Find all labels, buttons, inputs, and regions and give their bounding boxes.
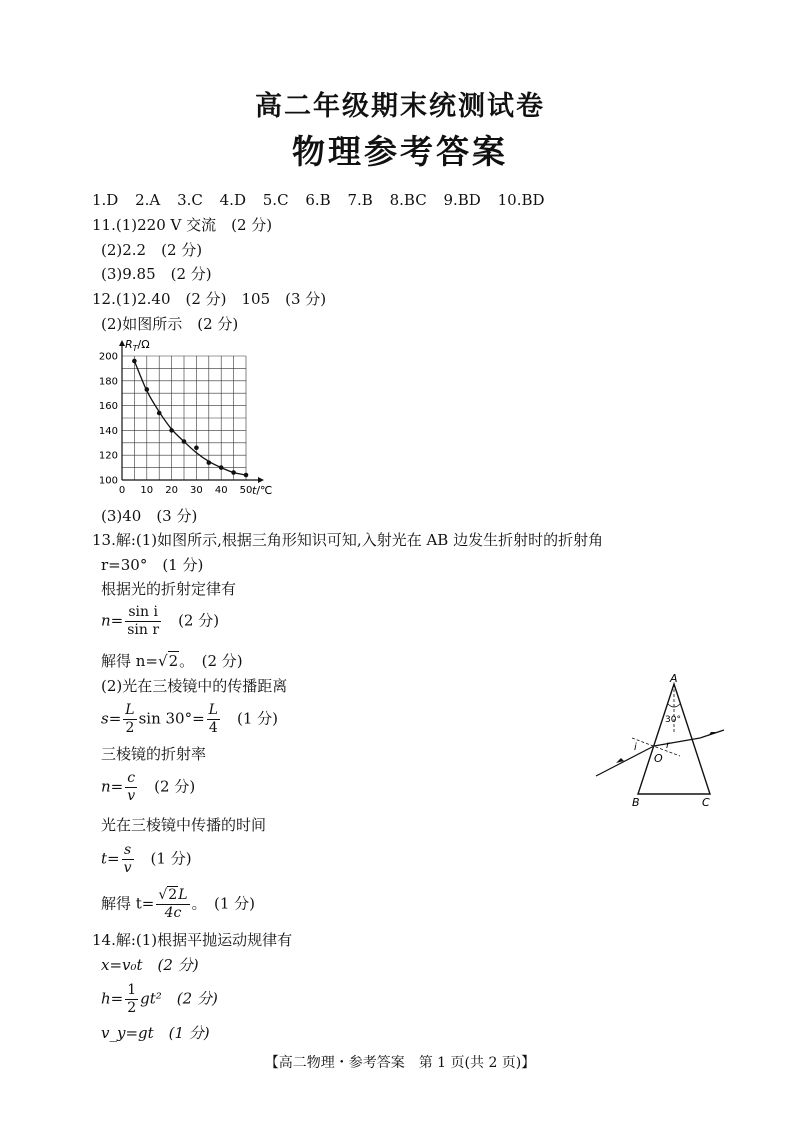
vertex-c-label: C — [702, 796, 710, 809]
answer-6: 6.B — [305, 191, 331, 209]
x-axis-label: t/℃ — [252, 484, 273, 497]
data-point — [244, 473, 249, 478]
q13-line-5: 解得 n=√2。 (2 分) — [101, 652, 243, 670]
y-tick-label: 160 — [98, 401, 118, 413]
data-point — [132, 359, 137, 364]
data-point — [207, 460, 212, 465]
x-tick-label: 30 — [190, 485, 203, 496]
answer-3: 3.C — [177, 191, 203, 209]
q13-line-9: n= $\frac{c}{v}$ (2 分) — [101, 770, 196, 804]
answer-5: 5.C — [262, 191, 289, 209]
y-tick-label: 100 — [98, 475, 118, 487]
data-point — [231, 470, 236, 475]
y-tick-label: 140 — [98, 425, 118, 437]
data-point — [219, 465, 224, 470]
q13-line-7: s= $\frac{L}{2}$ sin 30°= $\frac{L}{4}$ (1 分) — [101, 702, 278, 736]
x-tick-label: 0 — [118, 485, 126, 496]
data-point — [145, 387, 150, 392]
q14-line-2: x=v₀t (2 分) — [101, 956, 199, 974]
q13-line-11: t= $\frac{s}{v}$ (1 分) — [101, 842, 192, 876]
answer-1: 1.D — [92, 191, 119, 209]
q11-line-2: (2)2.2 (2 分) — [101, 241, 203, 259]
answer-9: 9.BD — [443, 191, 481, 209]
q14-line-4: v_y=gt (1 分) — [101, 1024, 210, 1042]
q13-line-12: 解得 t= $\frac{√2L}{4c}$ 。 (1 分) — [101, 887, 256, 921]
vertex-b-label: B — [632, 796, 640, 809]
data-point — [182, 439, 187, 444]
answer-4: 4.D — [219, 191, 246, 209]
y-tick-label: 120 — [98, 450, 118, 462]
data-point — [194, 445, 199, 450]
apex-angle-label: 30° — [665, 715, 681, 725]
q13-line-3: 根据光的折射定律有 — [101, 580, 237, 598]
page-title: 高二年级期末统测试卷 — [255, 91, 545, 122]
q14-line-1: 14.解:(1)根据平抛运动规律有 — [92, 931, 293, 949]
page-subtitle: 物理参考答案 — [292, 132, 508, 171]
y-tick-label: 200 — [98, 351, 118, 363]
answer-7: 7.B — [347, 191, 373, 209]
q13-line-10: 光在三棱镜中传播的时间 — [101, 816, 267, 834]
prism-diagram — [590, 672, 740, 812]
q13-line-2: r=30° (1 分) — [101, 556, 204, 574]
refraction-angle-label: r — [666, 740, 671, 751]
q12-line-2: (2)如图所示 (2 分) — [101, 315, 239, 333]
x-tick-label: 40 — [214, 485, 228, 496]
point-o-label: O — [654, 752, 663, 765]
q13-line-6: (2)光在三棱镜中的传播距离 — [101, 677, 288, 695]
data-point — [169, 428, 174, 433]
chart-grid — [122, 356, 246, 480]
q13-line-1: 13.解:(1)如图所示,根据三角形知识可知,入射光在 AB 边发生折射时的折射角 — [92, 531, 604, 549]
q11-line-3: (3)9.85 (2 分) — [101, 265, 212, 283]
answer-10: 10.BD — [497, 191, 545, 209]
fraction: $\frac{\text{sin i}}{\text{sin r}}$ — [127, 604, 160, 638]
y-tick-label: 180 — [98, 376, 118, 388]
x-tick-label: 20 — [165, 485, 178, 496]
q14-line-3: h= $\frac{1}{2}$ gt² (2 分) — [101, 982, 218, 1016]
q13-line-8: 三棱镜的折射率 — [101, 745, 207, 763]
x-axis-arrow — [258, 477, 264, 483]
vertex-a-label: A — [670, 672, 678, 685]
y-axis-label: $R_T/\Omega$ — [125, 338, 150, 353]
q13-line-4: n= $\frac{\text{sin i}}{\text{sin r}}$ (2 分) — [101, 604, 220, 638]
choice-answers — [92, 192, 557, 209]
page-footer: 【高二物理・参考答案 第 1 页(共 2 页)】 — [264, 1055, 536, 1071]
q12-line-3: (3)40 (3 分) — [101, 507, 198, 525]
x-tick-label: 50 — [239, 485, 253, 496]
answer-2: 2.A — [135, 191, 161, 209]
chart-axes — [119, 340, 264, 483]
answer-8: 8.BC — [389, 191, 427, 209]
q12-line-1: 12.(1)2.40 (2 分) 105 (3 分) — [92, 290, 327, 308]
data-point — [157, 411, 162, 416]
q11-line-1: 11.(1)220 V 交流 (2 分) — [92, 216, 273, 234]
resistance-temperature-chart — [95, 336, 295, 508]
incidence-angle-label: i — [634, 742, 637, 753]
x-tick-label: 10 — [140, 485, 154, 496]
